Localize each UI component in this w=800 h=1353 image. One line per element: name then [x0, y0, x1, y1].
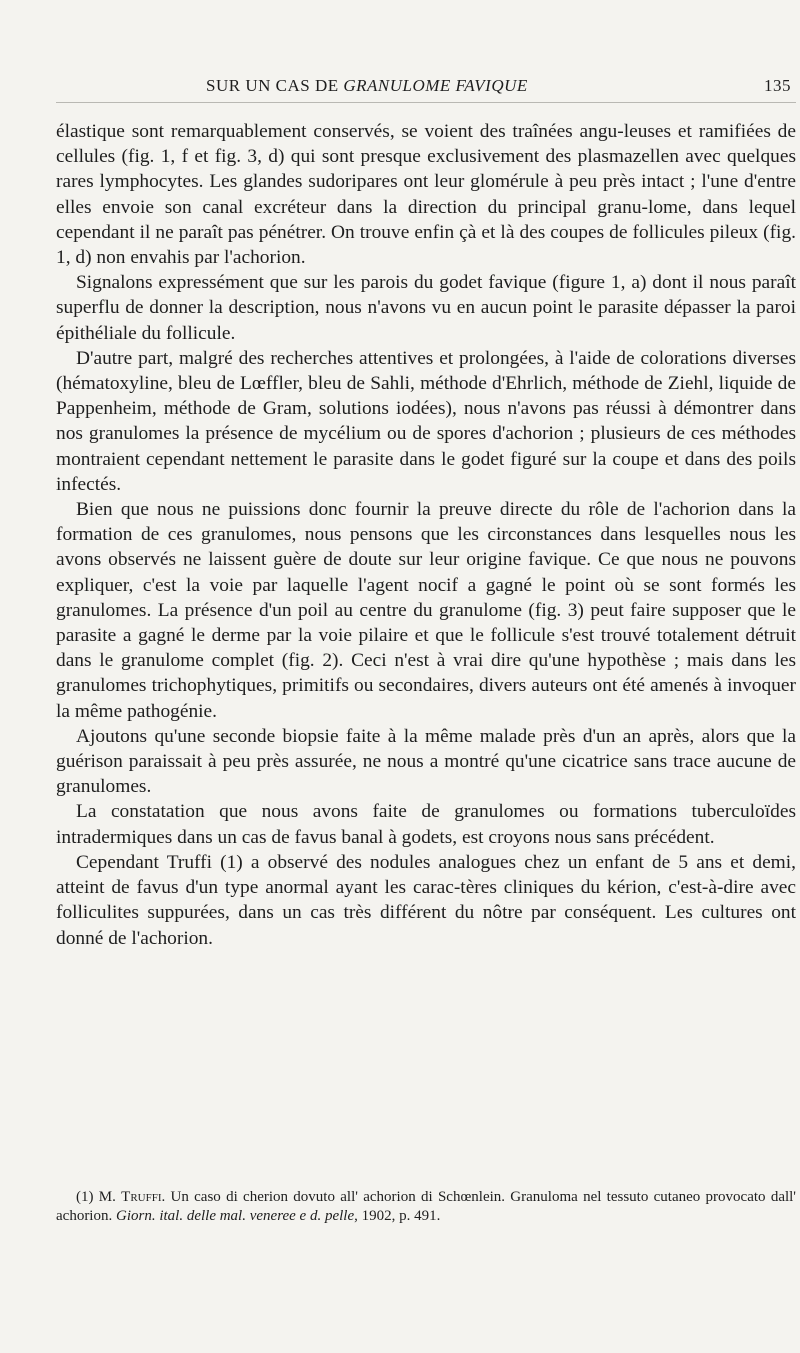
page-number: 135	[764, 76, 791, 95]
footnote-marker: (1) M.	[76, 1189, 122, 1205]
footnote-text: . Un caso di cherion dovuto all' achorion di Schœnlein. Granuloma nel tessuto cutaneo provocato dall' achorion.	[56, 1189, 797, 1224]
paragraph-7: Cependant Truffi (1) a observé des nodules analogues chez un enfant de 5 ans et demi, atteint de favus d'un type anormal ayant les carac-tères cliniques du kérion, c'est-à-dire avec folliculites suppurées, dans un cas très différent du nôtre par conséquent. Les cultures ont donné de l'achorion.	[56, 851, 796, 949]
paragraph-6: La constatation que nous avons faite de granulomes ou formations tuberculoïdes intradermiques dans un cas de favus banal à godets, est croyons nous sans précédent.	[56, 801, 796, 848]
running-title-italic: GRANULOME FAVIQUE	[343, 76, 528, 95]
running-title	[206, 76, 528, 96]
paragraph-5: Ajoutons qu'une seconde biopsie faite à la même malade près d'un an après, alors que la guérison paraissait à peu près assurée, ne nous a montré qu'une cicatrice sans trace aucune de granulomes.	[56, 725, 796, 798]
header-rule	[56, 102, 796, 103]
paragraph-4: Bien que nous ne puissions donc fournir la preuve directe du rôle de l'achorion dans la formation de ces granulomes, nous pensons que les circonstances dans lesquelles nous les avons observés ne laissent guère de doute sur leur origine favique. Ce que nous ne pouvons expliquer, c'est la voie par laquelle l'agent nocif a gagné le point où se sont formés les granulomes. La présence d'un poil au centre du granulome (fig. 3) peut faire supposer que le parasite a gagné le derme par la voie pilaire et que le follicule s'est trouvé totalement détruit dans le granulome complet (fig. 2). Ceci n'est à vrai dire qu'une hypothèse ; mais dans les granulomes trichophytiques, primitifs ou secondaires, divers auteurs ont été amenés à invoquer la même pathogénie.	[56, 499, 796, 722]
footnote-citation: , 1902, p. 491.	[354, 1208, 441, 1224]
footnote	[56, 1188, 796, 1226]
paragraph-3: D'autre part, malgré des recherches attentives et prolongées, à l'aide de colorations diverses (hématoxyline, bleu de Lœffler, bleu de Sahli, méthode d'Ehrlich, méthode de Ziehl, liquide de Pappenheim, méthode de Gram, solutions iodées), nous n'avons pas réussi à démontrer dans nos granulomes la présence de mycélium ou de spores d'achorion ; plusieurs de ces méthodes montraient cependant nettement le parasite dans le godet figuré sur la coupe et dans des poils infectés.	[56, 347, 796, 495]
running-title-text: SUR UN CAS DE	[206, 76, 344, 95]
paragraph-1: élastique sont remarquablement conservés, se voient des traînées angu-leuses et ramifiées de cellules (fig. 1, f et fig. 3, d) qui sont presque exclusivement des plasmazellen avec quelques rares lymphocytes. Les glandes sudoripares ont leur glomérule à peu près intact ; l'une d'entre elles envoie son canal excréteur dans la direction du principal granu-lome, dans lequel cependant il ne paraît pas pénétrer. On trouve enfin çà et là des coupes de follicules pileux (fig. 1, d) non envahis par l'achorion.	[56, 121, 796, 269]
footnote-journal: Giorn. ital. delle mal. veneree e d. pelle	[115, 1208, 355, 1224]
running-header	[56, 76, 796, 100]
paragraph-2: Signalons expressément que sur les parois du godet favique (figure 1, a) dont il nous paraît superflu de donner la description, nous n'avons vu en aucun point le parasite dépasser la paroi épithéliale du follicule.	[56, 272, 796, 344]
body-text	[56, 119, 796, 951]
footnote-author: Truffi	[121, 1189, 162, 1205]
